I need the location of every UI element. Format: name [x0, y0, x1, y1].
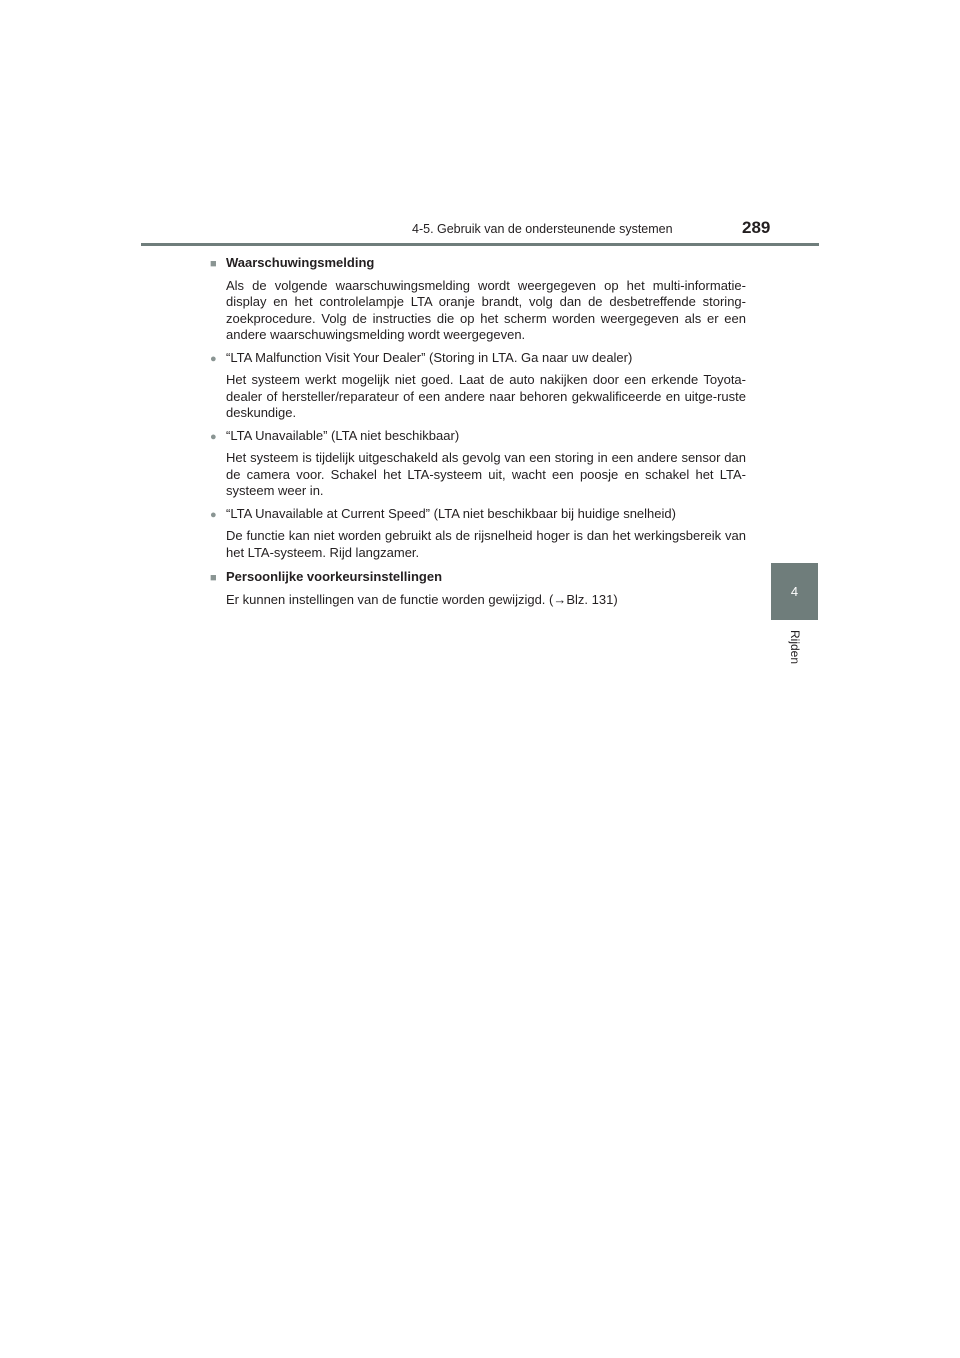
section-heading-personal — [210, 569, 746, 586]
square-bullet-icon: ■ — [210, 258, 217, 270]
page-content — [210, 255, 746, 614]
warning-message: “LTA Unavailable” (LTA niet beschikbaar) — [226, 427, 460, 443]
chapter-label: Rijden — [788, 630, 802, 665]
warning-message: “LTA Malfunction Visit Your Dealer” (Storing in LTA. Ga naar uw dealer) — [226, 349, 633, 365]
page-reference-link[interactable]: Blz. 131) — [566, 591, 618, 607]
arrow-icon: → — [553, 591, 567, 607]
section-title: Waarschuwingsmelding — [226, 255, 375, 270]
square-bullet-icon: ■ — [210, 572, 217, 584]
warning-message: “LTA Unavailable at Current Speed” (LTA niet beschikbaar bij huidige snelheid) — [226, 505, 676, 521]
section-heading-warning — [210, 255, 746, 272]
circle-bullet-icon: ● — [210, 352, 217, 365]
section-title: Persoonlijke voorkeursinstellingen — [226, 569, 443, 584]
header-divider — [141, 243, 819, 246]
paragraph: Het systeem is tijdelijk uitgeschakeld als gevolg van een storing in een andere sensor dan de camera voor. Schakel het LTA-systeem uit, wacht een poosje en schakel het LTA-systeem weer in. — [226, 450, 746, 498]
bullet-item — [210, 350, 746, 367]
paragraph-text: Er kunnen instellingen van de functie worden gewijzigd. ( — [226, 591, 554, 607]
paragraph: De functie kan niet worden gebruikt als de rijsnelheid hoger is dan het werkingsbereik van het LTA-systeem. Rijd langzamer. — [226, 528, 746, 560]
circle-bullet-icon: ● — [210, 508, 217, 521]
running-header: 4-5. Gebruik van de ondersteunende systemen — [412, 222, 673, 236]
bullet-item — [210, 506, 746, 523]
page-number: 289 — [742, 218, 771, 237]
paragraph — [226, 592, 746, 609]
circle-bullet-icon: ● — [210, 430, 217, 443]
bullet-item — [210, 428, 746, 445]
chapter-tab[interactable]: 4 — [771, 563, 818, 620]
paragraph: Als de volgende waarschuwingsmelding wordt weergegeven op het multi-informatie-display en het controlelampje LTA oranje brandt, volg dan de desbetreffende storing-zoekprocedure. Volg de instructies die op het scherm worden weergegeven als er een andere waarschuwingsmelding wordt weergegeven. — [226, 277, 746, 342]
paragraph: Het systeem werkt mogelijk niet goed. Laat de auto nakijken door een erkende Toyota-dealer of hersteller/reparateur of een andere naar behoren gekwalificeerde en uitge-ruste deskundige. — [226, 372, 746, 420]
